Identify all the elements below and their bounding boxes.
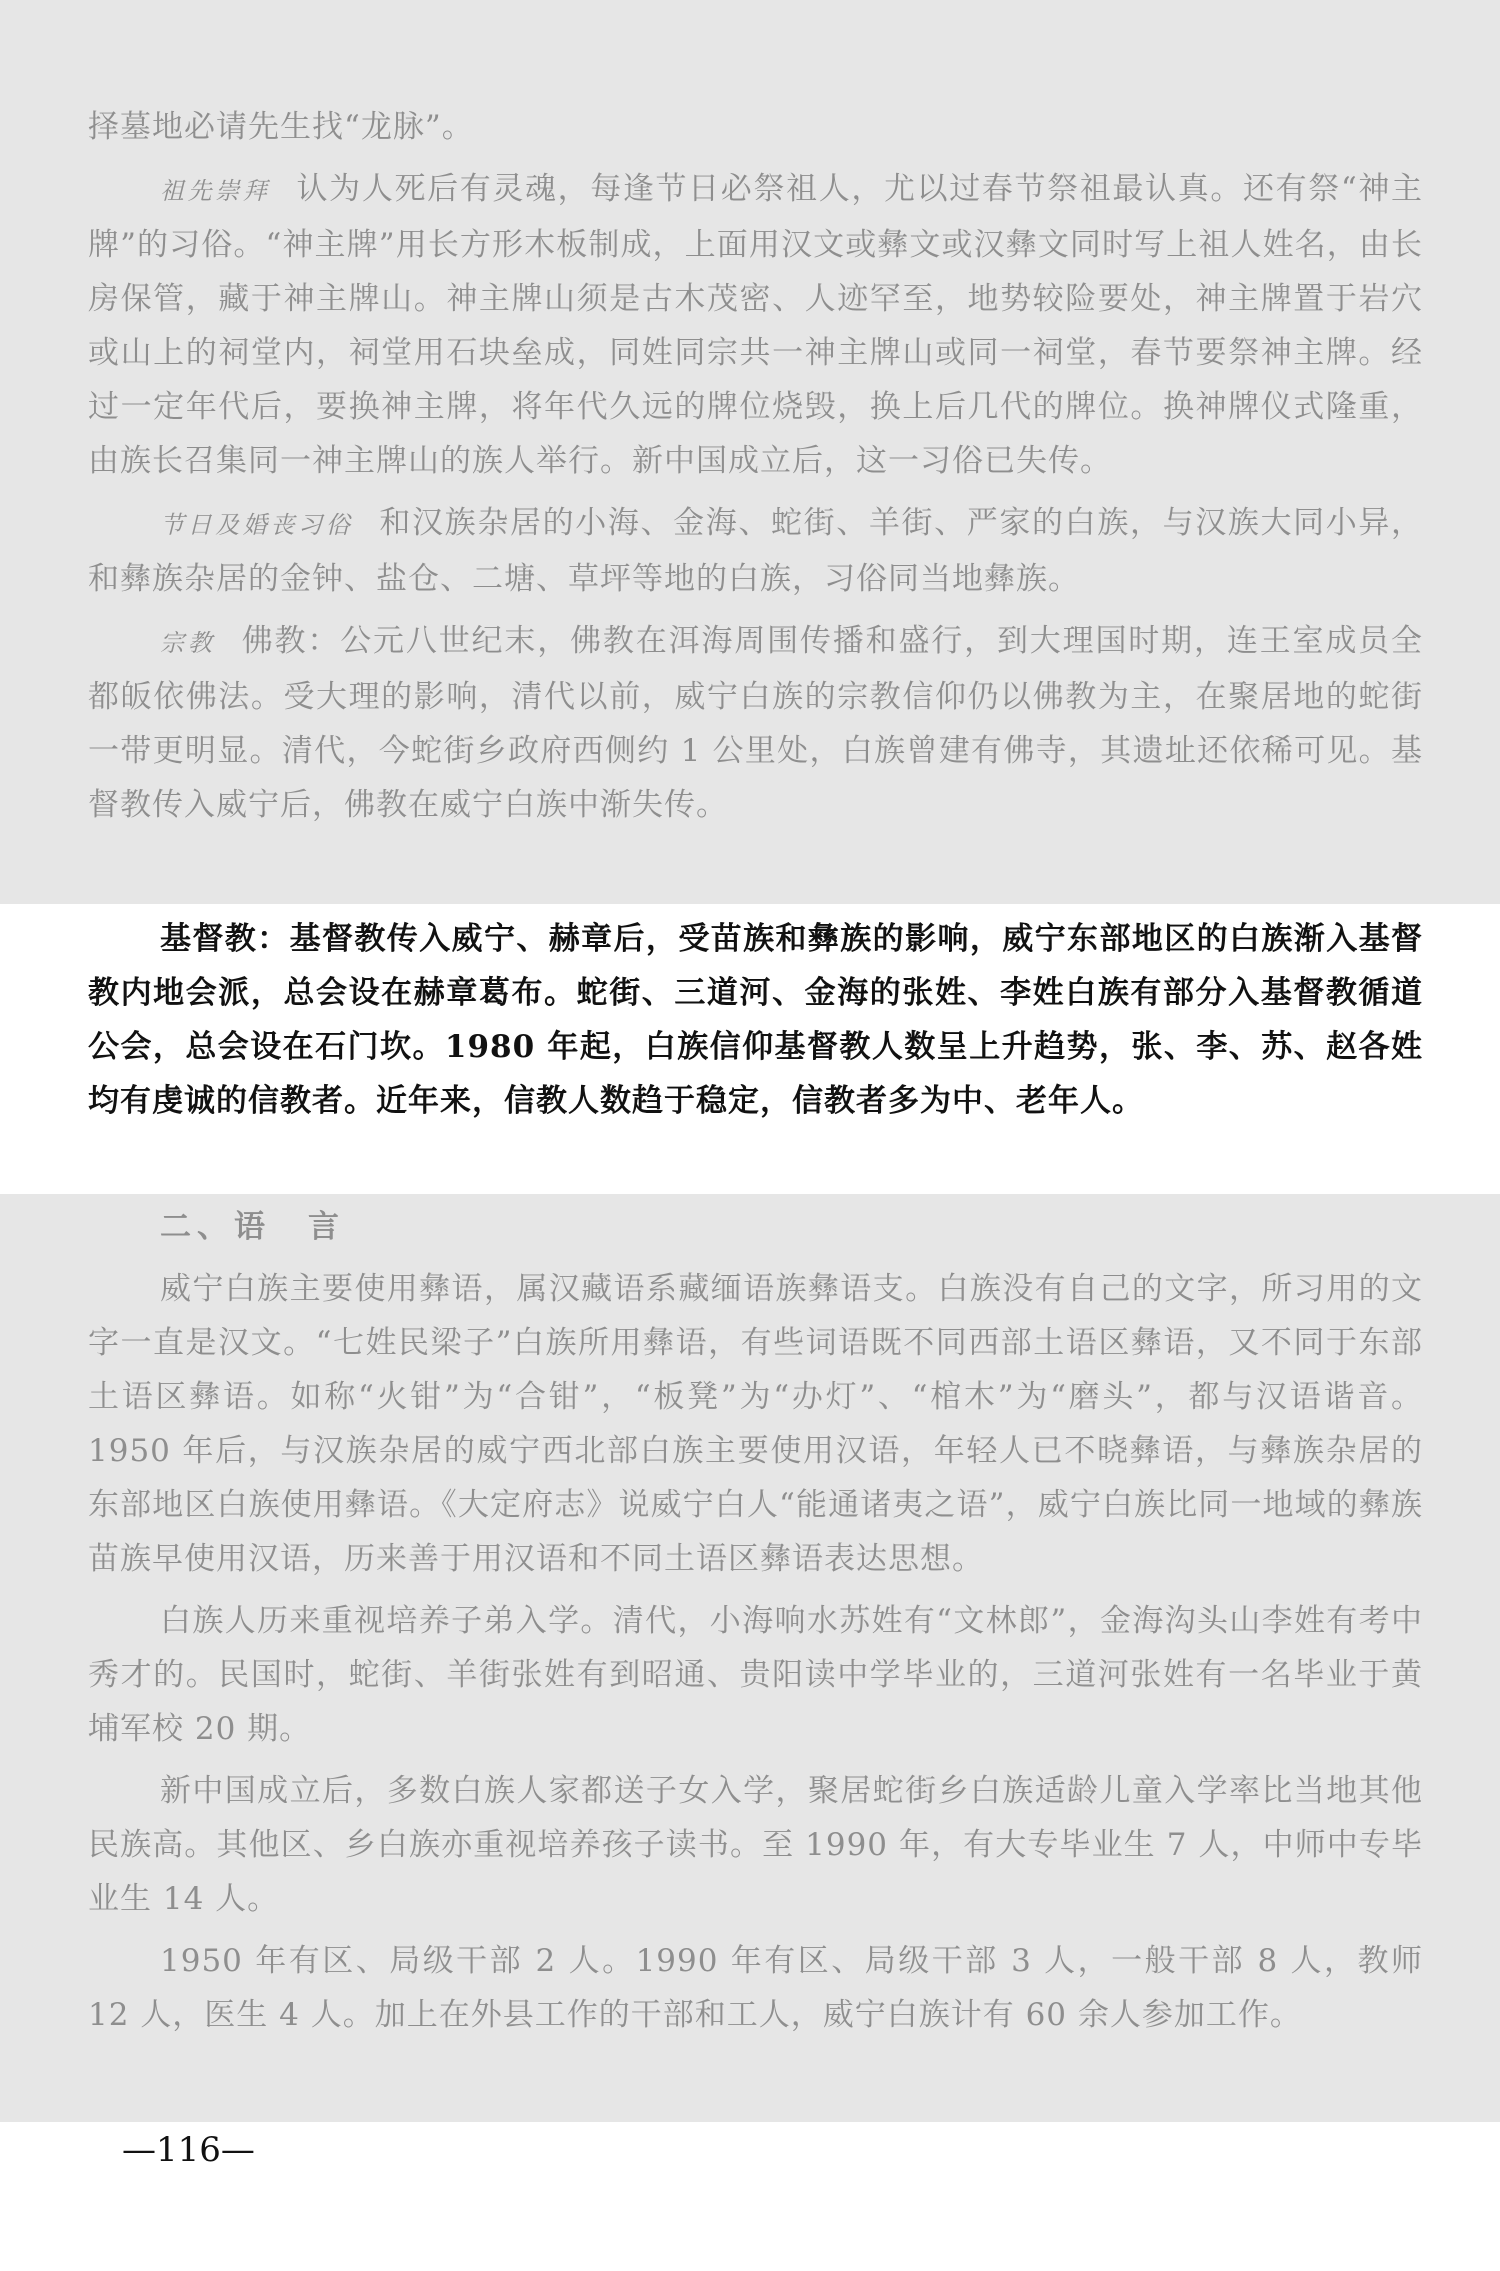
page-number: —116— bbox=[122, 2130, 255, 2170]
paragraph-text: 认为人死后有灵魂，每逢节日必祭祖人，尤以过春节祭祖最认真。还有祭“神主牌”的习俗。“神主牌”用长方形木板制成，上面用汉文或彝文或汉彝文同时写上祖人姓名，由长房保管，藏于神主牌山。神主牌山须是古木茂密、人迹罕至，地势较险要处，神主牌置于岩穴或山上的祠堂内，祠堂用石块垒成，同姓同宗共一神主牌山或同一祠堂，春节要祭神主牌。经过一定年代后，要换神主牌，将年代久远的牌位烧毁，换上后几代的牌位。换神牌仪式隆重，由族长召集同一神主牌山的族人举行。新中国成立后，这一习俗已失传。 bbox=[88, 171, 1423, 479]
paragraph-text: 和汉族杂居的小海、金海、蛇街、羊街、严家的白族，与汉族大同小异，和彝族杂居的金钟、盐仓、二塘、草坪等地的白族，习俗同当地彝族。 bbox=[88, 505, 1423, 597]
lead-label: 宗教 bbox=[160, 629, 216, 657]
paragraph-religion bbox=[88, 614, 1423, 832]
paragraph-education-history: 白族人历来重视培养子弟入学。清代，小海响水苏姓有“文林郎”，金海沟头山李姓有考中秀才的。民国时，蛇街、羊街张姓有到昭通、贵阳读中学毕业的，三道河张姓有一名毕业于黄埔军校 20 期。 bbox=[88, 1603, 1423, 1747]
paragraph-festival-customs bbox=[88, 496, 1423, 606]
paragraph-cadres: 1950 年有区、局级干部 2 人。1990 年有区、局级干部 3 人，一般干部 8 人，教师 12 人，医生 4 人。加上在外县工作的干部和工人，威宁白族计有 60 余人参加工作。 bbox=[88, 1943, 1423, 2033]
paragraph-text: 佛教：公元八世纪末，佛教在洱海周围传播和盛行，到大理国时期，连王室成员全都皈依佛法。受大理的影响，清代以前，威宁白族的宗教信仰仍以佛教为主，在聚居地的蛇街一带更明显。清代，今蛇街乡政府西侧约 1 公里处，白族曾建有佛寺，其遗址还依稀可见。基督教传入威宁后，佛教在威宁白族中渐失传。 bbox=[88, 623, 1424, 823]
paragraph-intro: 择墓地必请先生找“龙脉”。 bbox=[88, 109, 474, 145]
paragraph-christianity: 基督教：基督教传入威宁、赫章后，受苗族和彝族的影响，威宁东部地区的白族渐入基督教内地会派，总会设在赫章葛布。蛇街、三道河、金海的张姓、李姓白族有部分入基督教循道公会，总会设在石门坎。1980 年起，白族信仰基督教人数呈上升趋势，张、李、苏、赵各姓均有虔诚的信教者。近年来，信教人数趋于稳定，信教者多为中、老年人。 bbox=[88, 921, 1423, 1119]
paragraph-education-modern: 新中国成立后，多数白族人家都送子女入学，聚居蛇街乡白族适龄儿童入学率比当地其他民族高。其他区、乡白族亦重视培养孩子读书。至 1990 年，有大专毕业生 7 人，中师中专毕业生 14 人。 bbox=[88, 1773, 1423, 1917]
paragraph-ancestor-worship bbox=[88, 162, 1423, 488]
lead-label: 节日及婚丧习俗 bbox=[160, 511, 354, 539]
section-heading-language: 二、语 言 bbox=[160, 1209, 345, 1245]
highlighted-christianity-section bbox=[88, 912, 1423, 1128]
language-section bbox=[88, 1200, 1423, 2042]
top-text-section bbox=[88, 100, 1423, 832]
lead-label: 祖先崇拜 bbox=[160, 177, 271, 205]
paragraph-language-usage: 威宁白族主要使用彝语，属汉藏语系藏缅语族彝语支。白族没有自己的文字，所习用的文字一直是汉文。“七姓民梁子”白族所用彝语，有些词语既不同西部土语区彝语，又不同于东部土语区彝语。如称“火钳”为“合钳”，“板凳”为“办灯”、“棺木”为“磨头”，都与汉语谐音。1950 年后，与汉族杂居的威宁西北部白族主要使用汉语，年轻人已不晓彝语，与彝族杂居的东部地区白族使用彝语。《大定府志》说威宁白人“能通诸夷之语”，威宁白族比同一地域的彝族苗族早使用汉语，历来善于用汉语和不同土语区彝语表达思想。 bbox=[88, 1271, 1423, 1577]
